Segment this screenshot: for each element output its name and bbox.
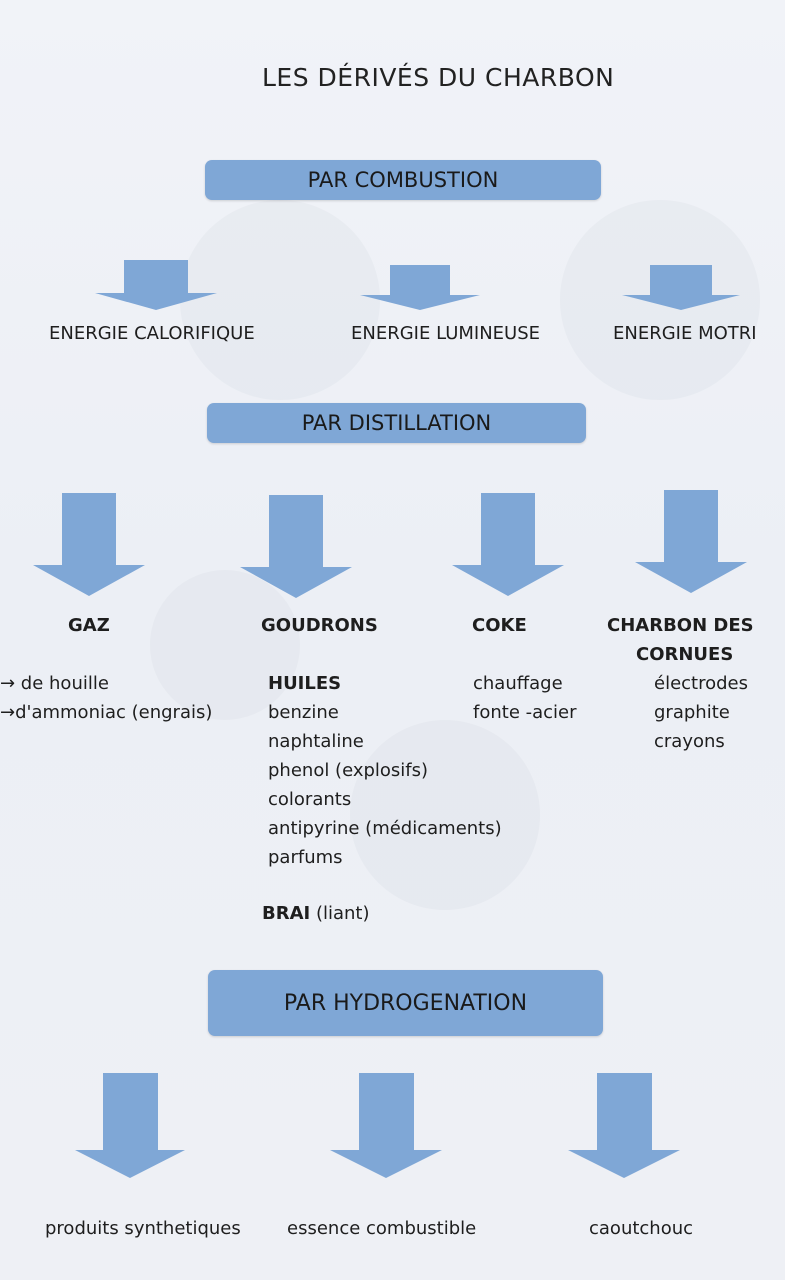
gaz-item: →d'ammoniac (engrais) — [0, 702, 213, 723]
combustion-item-calorifique: ENERGIE CALORIFIQUE — [49, 323, 255, 344]
hydrogenation-item-produits: produits synthetiques — [45, 1218, 241, 1239]
goudrons-item: antipyrine (médicaments) — [268, 818, 502, 839]
goudrons-item: parfums — [268, 847, 343, 868]
charbon-list — [654, 669, 748, 756]
arrow-down-icon — [568, 1073, 680, 1178]
gaz-item: → de houille — [0, 673, 109, 694]
arrow-down-icon — [240, 495, 352, 598]
page-title: LES DÉRIVÉS DU CHARBON — [262, 63, 615, 92]
coke-item: chauffage — [473, 673, 563, 694]
combustion-item-motrice: ENERGIE MOTRI — [613, 323, 757, 344]
brai-label: BRAI — [262, 903, 311, 924]
brai-note: (liant) — [315, 903, 370, 924]
arrow-down-icon — [33, 493, 145, 596]
goudrons-item: benzine — [268, 702, 339, 723]
arrow-down-icon — [452, 493, 564, 596]
charbon-label-line2: CORNUES — [636, 644, 734, 665]
huiles-label: HUILES — [268, 673, 342, 694]
combustion-item-lumineuse: ENERGIE LUMINEUSE — [351, 323, 541, 344]
arrow-down-icon — [622, 265, 740, 310]
goudrons-item: colorants — [268, 789, 352, 810]
gaz-label: GAZ — [68, 615, 110, 636]
hydrogenation-item-essence: essence combustible — [287, 1218, 477, 1239]
coke-item: fonte -acier — [473, 702, 577, 723]
arrow-down-icon — [75, 1073, 185, 1178]
combustion-header: PAR COMBUSTION — [205, 160, 601, 200]
arrow-down-icon — [635, 490, 747, 593]
charbon-item: crayons — [654, 731, 725, 752]
arrow-down-icon — [360, 265, 480, 310]
charbon-label-line1: CHARBON DES — [607, 615, 754, 636]
charbon-item: électrodes — [654, 673, 748, 694]
goudrons-item: naphtaline — [268, 731, 364, 752]
distillation-header: PAR DISTILLATION — [207, 403, 586, 443]
arrow-down-icon — [330, 1073, 442, 1178]
hydrogenation-header: PAR HYDROGENATION — [208, 970, 603, 1036]
hydrogenation-item-caoutchouc: caoutchouc — [589, 1218, 694, 1239]
goudrons-label: GOUDRONS — [261, 615, 378, 636]
coke-label: COKE — [472, 615, 527, 636]
brai-line — [262, 903, 370, 924]
charbon-item: graphite — [654, 702, 730, 723]
arrow-down-icon — [95, 260, 217, 310]
gaz-list — [0, 669, 212, 727]
goudrons-list — [268, 669, 502, 872]
coke-list — [473, 669, 577, 727]
goudrons-item: phenol (explosifs) — [268, 760, 429, 781]
